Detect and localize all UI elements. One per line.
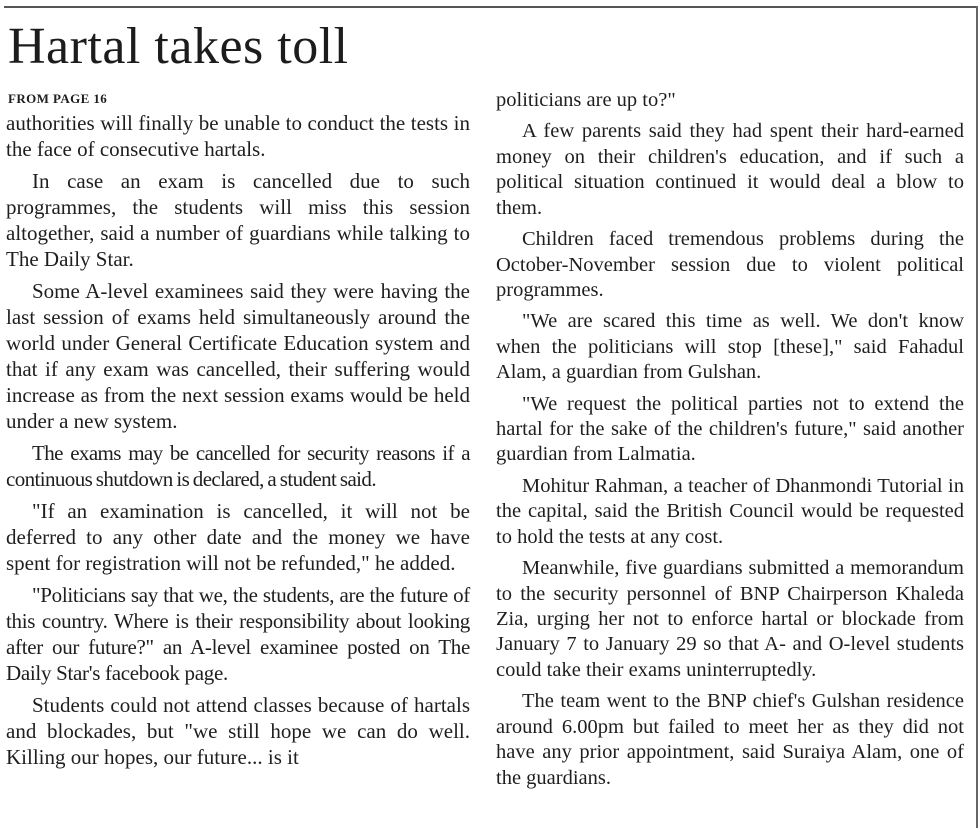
paragraph: Children faced tremendous problems during the October-November session due to violent political programmes.: [496, 228, 964, 301]
paragraph: "We request the political parties not to extend the hartal for the sake of the children's future," said another guardian from Lalmatia.: [496, 392, 964, 466]
paragraph: Students could not attend classes because of hartals and blockades, but "we still hope we can do well. Killing our hopes, our future... is it: [6, 693, 470, 769]
right-rule: [976, 6, 978, 828]
right-column: [496, 88, 964, 797]
paragraph: The exams may be cancelled for security reasons if a continuous shutdown is declared, a student said.: [6, 441, 470, 491]
left-column: [6, 90, 470, 776]
continued-from-label: FROM PAGE 16: [8, 91, 108, 106]
paragraph: authorities will finally be unable to conduct the tests in the face of consecutive hartals.: [6, 111, 470, 161]
headline: Hartal takes toll: [8, 18, 349, 75]
paragraph: A few parents said they had spent their hard-earned money on their children's education, and if such a political situation continued it would deal a blow to them.: [496, 120, 964, 219]
paragraph: "If an examination is cancelled, it will not be deferred to any other date and the money we have spent for registration will not be refunded," he added.: [6, 499, 470, 575]
paragraph: Meanwhile, five guardians submitted a memorandum to the security personnel of BNP Chairperson Khaleda Zia, urging her not to enforce hartal or blockade from January 7 to January 29 so that A- and O-level students could take their exams uninterruptedly.: [496, 557, 964, 681]
paragraph: politicians are up to?": [496, 89, 676, 111]
paragraph: Mohitur Rahman, a teacher of Dhanmondi Tutorial in the capital, said the British Council would be requested to hold the tests at any cost.: [496, 474, 964, 548]
paragraph: In case an exam is cancelled due to such programmes, the students will miss this session altogether, said a number of guardians while talking to The Daily Star.: [6, 169, 470, 271]
paragraph: "We are scared this time as well. We don't know when the politicians will stop [these]," said Fahadul Alam, a guardian from Gulshan.: [496, 310, 964, 384]
paragraph: "Politicians say that we, the students, are the future of this country. Where is their responsibility about looking after our future?" an A-level examinee posted on The Daily Star's facebook page.: [6, 583, 470, 685]
top-rule: [4, 6, 978, 8]
paragraph: Some A-level examinees said they were having the last session of exams held simultaneously around the world under General Certificate Education system and that if any exam was cancelled, their suffering would increase as from the next session exams would be held under a new system.: [6, 279, 470, 433]
paragraph: The team went to the BNP chief's Gulshan residence around 6.00pm but failed to meet her as they did not have any prior appointment, said Suraiya Alam, one of the guardians.: [496, 690, 964, 789]
